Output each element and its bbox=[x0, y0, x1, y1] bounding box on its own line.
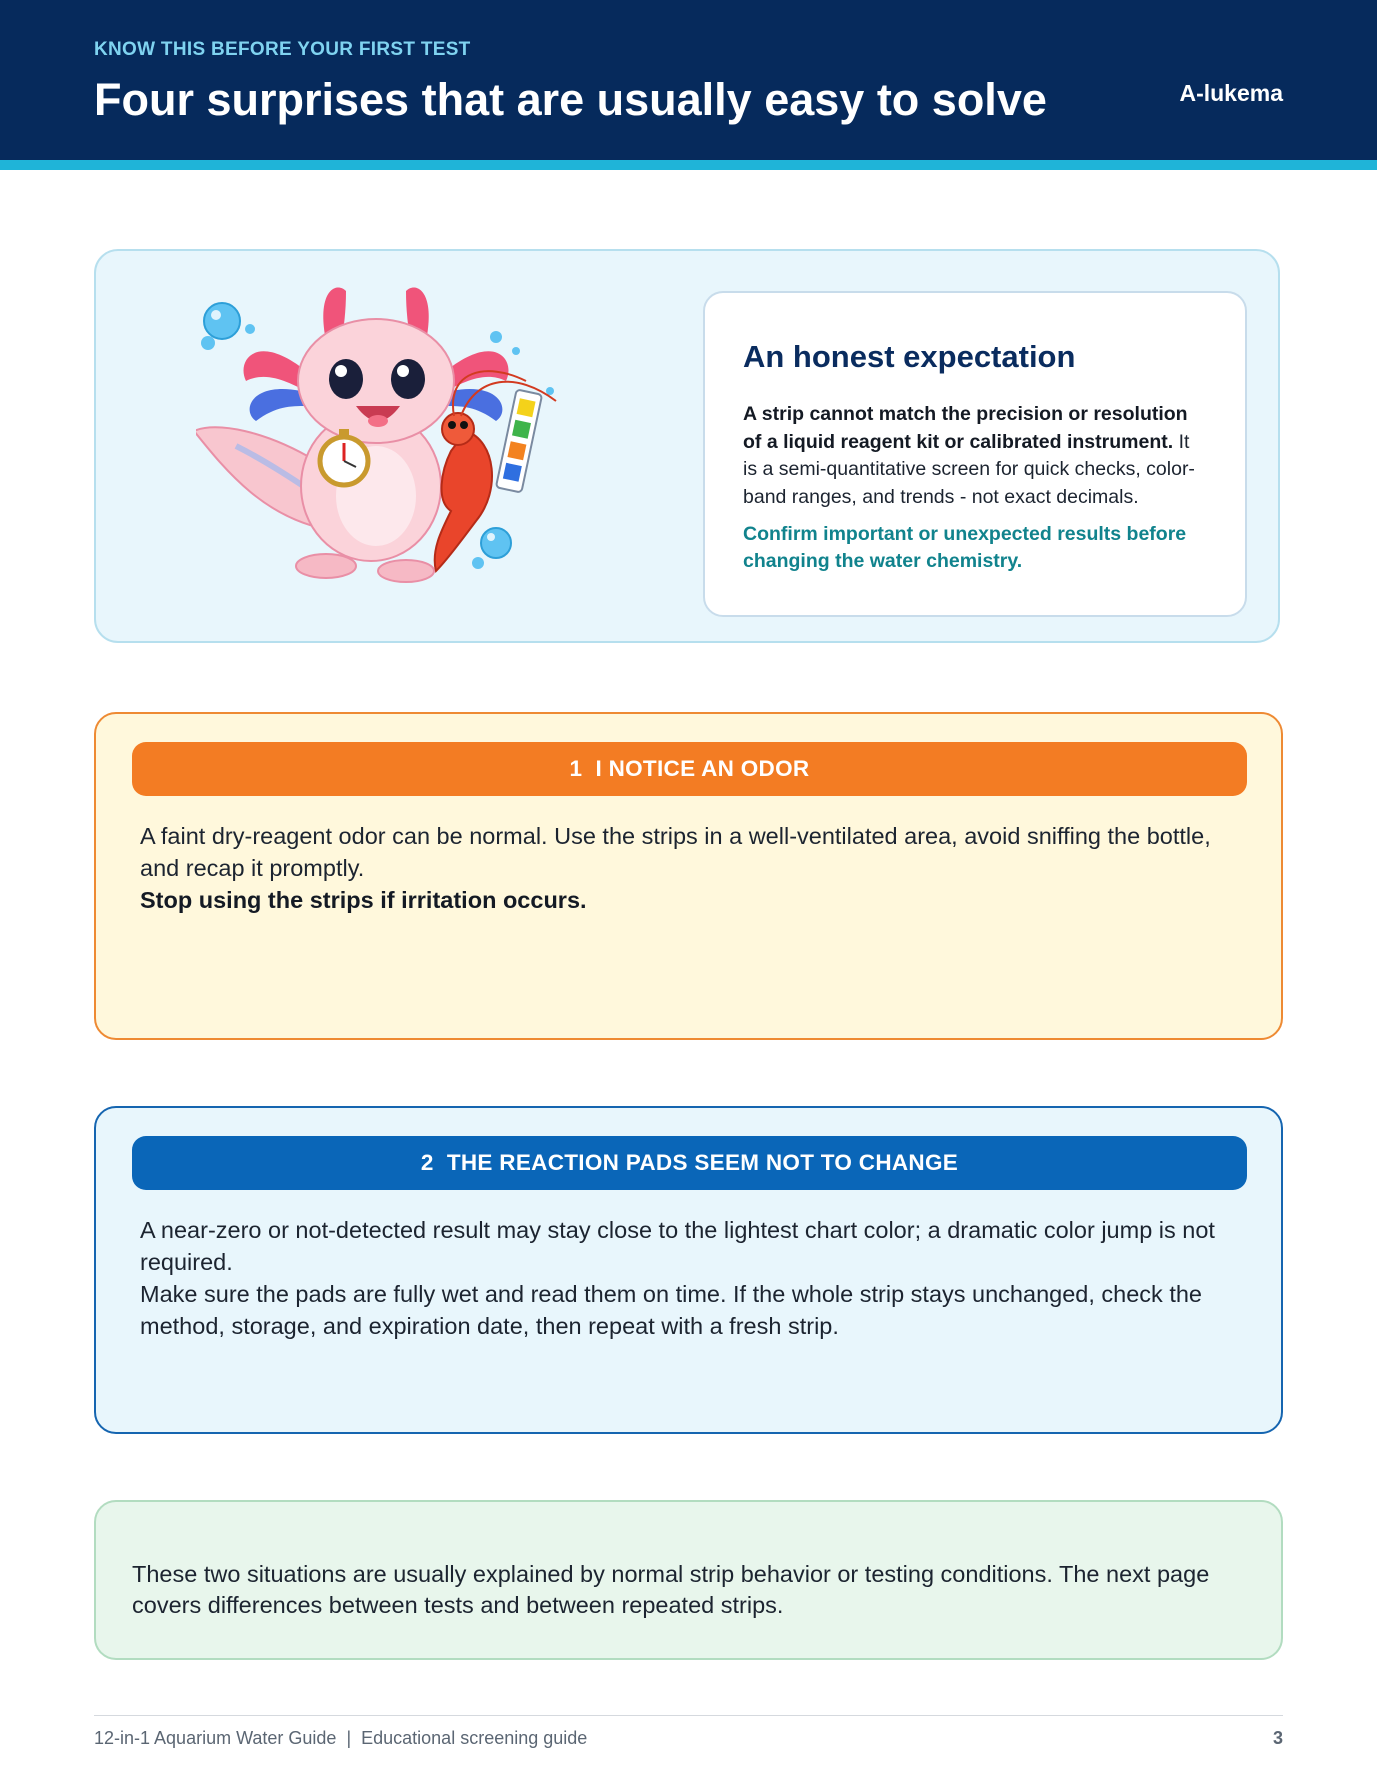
axolotl-and-shrimp-illustration bbox=[196, 271, 616, 621]
header-kicker: KNOW THIS BEFORE YOUR FIRST TEST bbox=[94, 39, 471, 60]
odor-stop-warning: Stop using the strips if irritation occurs. bbox=[140, 887, 587, 913]
semi-quantitative-statement: It is a semi-quantitative screen for quick checks, color-band ranges, and trends - not exact decimals. bbox=[743, 430, 1195, 508]
pads-check-method: Make sure the pads are fully wet and read them on time. If the whole strip stays unchanged, check the method, storage, and expiration date, then repeat with a fresh strip. bbox=[140, 1281, 1202, 1339]
precision-statement: A strip cannot match the precision or resolution of a liquid reagent kit or calibrated instrument. bbox=[743, 403, 1188, 453]
footer-divider bbox=[94, 1715, 1283, 1716]
odor-panel-body bbox=[140, 820, 1250, 916]
summary-text: These two situations are usually explained by normal strip behavior or testing conditions. The next page covers differences between tests and between repeated strips. bbox=[132, 1561, 1210, 1618]
odor-heading: I NOTICE AN ODOR bbox=[595, 756, 810, 781]
honest-expectation-text bbox=[743, 401, 1207, 511]
summary-box bbox=[94, 1500, 1283, 1660]
page-header bbox=[0, 0, 1377, 170]
brand-name: A-lukema bbox=[1179, 80, 1283, 106]
odor-heading-bar bbox=[132, 742, 1247, 796]
odor-explanation: A faint dry-reagent odor can be normal. Use the strips in a well-ventilated area, avoid sniffing the bottle, and recap it promptly. bbox=[140, 823, 1211, 881]
honest-expectation-title: An honest expectation bbox=[743, 339, 1076, 374]
pads-panel bbox=[94, 1106, 1283, 1434]
footer-guide-title: 12-in-1 Aquarium Water Guide | Educational screening guide bbox=[94, 1728, 588, 1748]
intro-section bbox=[94, 249, 1280, 643]
page-number: 3 bbox=[1272, 1728, 1283, 1748]
pads-panel-body bbox=[140, 1214, 1250, 1342]
pads-heading-bar bbox=[132, 1136, 1247, 1190]
confirm-results-note: Confirm important or unexpected results before changing the water chemistry. bbox=[743, 523, 1187, 572]
pads-explanation: A near-zero or not-detected result may stay close to the lightest chart color; a dramatic color jump is not required. bbox=[140, 1217, 1215, 1275]
honest-expectation-card bbox=[703, 291, 1247, 617]
odor-number: 1 bbox=[569, 756, 583, 781]
odor-panel bbox=[94, 712, 1283, 1040]
pads-number: 2 bbox=[420, 1150, 434, 1175]
page-title: Four surprises that are usually easy to solve bbox=[94, 74, 1047, 125]
pads-heading: THE REACTION PADS SEEM NOT TO CHANGE bbox=[446, 1150, 959, 1175]
